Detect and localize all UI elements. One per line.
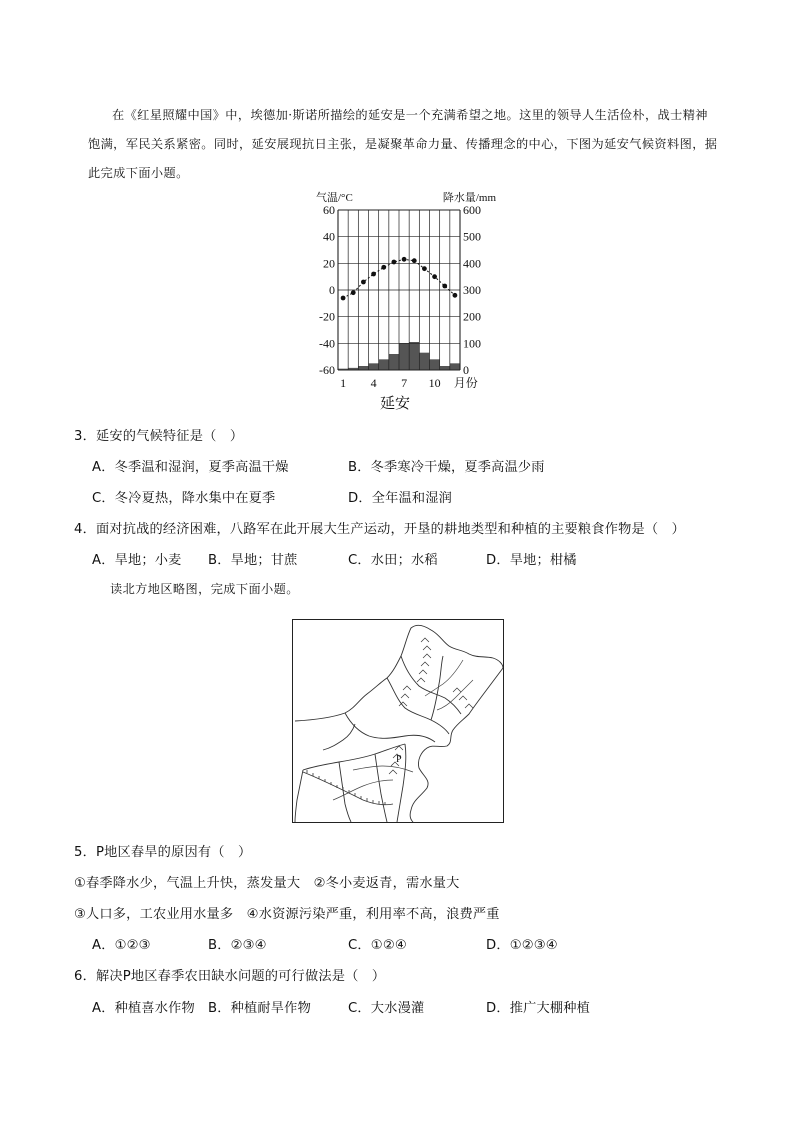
question-5-stem: 5．P地区春旱的原因有（ ） [74,845,252,860]
temperature-point-10 [432,274,437,279]
temperature-point-4 [371,272,376,277]
map-boundary-1 [401,656,461,714]
chart-title: 延安 [379,396,411,412]
temperature-point-3 [361,280,366,285]
question-4-option-b[interactable]: B．旱地；甘蔗 [208,553,298,568]
temperature-tick-label: -60 [319,363,335,377]
map-outline-east [410,668,503,822]
temperature-point-7 [402,257,407,262]
temperature-point-9 [422,266,427,271]
temperature-tick-label: 20 [323,256,335,271]
temperature-tick-label: 0 [329,283,335,297]
intro-text: 在《红星照耀中国》中，埃德加·斯诺所描绘的延安是一个充满希望之地。这里的领导人生活俭朴，战士精神饱满，军民关系紧密。同时，延安展现抗日主张，是凝聚革命力量、传播理念的中心，下图为延安气候资料图，据此完成下面小题。 [88,108,718,180]
month-tick-label: 4 [370,376,377,390]
map-boundary-5 [375,754,387,822]
temperature-tick-label: -40 [319,336,335,351]
temperature-point-1 [341,296,346,301]
temperature-tick-label: -20 [319,309,335,324]
temperature-point-11 [442,284,447,289]
question-4-option-a[interactable]: A．旱地；小麦 [92,553,182,568]
temperature-point-8 [412,258,417,263]
question-6-option-b[interactable]: B．种植耐旱作物 [208,1001,311,1016]
map-boundary-3 [345,713,435,742]
precipitation-bar-5 [379,359,389,370]
map-boundary-8 [295,770,303,822]
question-6-option-c[interactable]: C．大水漫灌 [348,1001,425,1016]
temperature-tick-label: 60 [323,203,335,217]
precipitation-bar-12 [450,363,460,370]
question-3-option-a[interactable]: A．冬季温和湿润，夏季高温干燥 [92,460,289,475]
month-axis-label: 月份 [453,376,478,390]
precipitation-tick-label: 500 [463,229,481,244]
question-4-stem: 4．面对抗战的经济困难，八路军在此开展大生产运动，开垦的耕地类型和种植的主要粮食作物是（ ） [74,522,686,537]
precipitation-tick-label: 200 [463,309,481,324]
map-svg [293,620,503,822]
precipitation-bar-9 [419,353,429,370]
temperature-point-5 [381,265,386,270]
question-5-option-c[interactable]: C．①②④ [348,938,407,953]
question-6-option-d[interactable]: D．推广大棚种植 [486,1001,591,1016]
question-5-option-b[interactable]: B．②③④ [208,938,267,953]
precipitation-tick-label: 100 [463,336,481,351]
precipitation-tick-label: 0 [463,363,469,377]
river-2 [353,766,413,772]
temperature-point-2 [351,290,356,295]
question-5-statement-line-1: ①春季降水少，气温上升快，蒸发量大 ②冬小麦返青，需水量大 [74,876,460,891]
question-4-option-d[interactable]: D．旱地；柑橘 [486,553,577,568]
great-wall-ticks [307,770,385,805]
river-3 [425,660,463,696]
mountain-range-3 [453,688,473,708]
question-3-option-c[interactable]: C．冬冷夏热，降水集中在夏季 [92,491,276,506]
precipitation-tick-label: 300 [463,283,481,297]
precipitation-tick-label: 600 [463,203,481,217]
question-5-option-d[interactable]: D．①②③④ [486,938,558,953]
precipitation-tick-label: 400 [463,256,481,271]
precipitation-bar-4 [369,363,379,370]
precipitation-bar-7 [399,343,409,370]
question-5-statement-line-2: ③人口多，工农业用水量多 ④水资源污染严重，利用率不高，浪费严重 [74,907,500,922]
question-4-option-c[interactable]: C．水田；水稻 [348,553,438,568]
question-5-option-a[interactable]: A．①②③ [92,938,151,953]
climate-chart-svg [300,186,500,416]
precipitation-bar-8 [409,342,419,370]
temperature-axis-label: 气温/°C [316,192,353,204]
month-tick-label: 7 [401,376,408,390]
question-3-stem: 3．延安的气候特征是（ ） [74,429,244,444]
great-wall-line [303,772,393,805]
north-china-map [292,619,504,823]
map-intro-text: 读北方地区略图，完成下面小题。 [110,582,299,596]
temperature-point-12 [453,293,458,298]
precipitation-bar-3 [358,366,368,370]
question-3-option-b[interactable]: B．冬季寒冷干燥，夏季高温少雨 [348,460,545,475]
month-tick-label: 10 [428,376,441,390]
temperature-point-6 [392,260,397,265]
precipitation-bar-10 [430,359,440,370]
temperature-tick-label: 40 [323,229,335,244]
precipitation-bar-6 [389,354,399,370]
question-6-stem: 6．解决P地区春季农田缺水问题的可行做法是（ ） [74,969,386,984]
mountain-range-1 [417,638,431,682]
map-label-p: P [396,754,402,765]
precipitation-axis-label: 降水量/mm [442,192,496,204]
map-boundary-9 [323,724,355,750]
climate-chart [300,186,500,416]
question-3-option-d[interactable]: D．全年温和湿润 [348,491,453,506]
precipitation-bar-11 [440,366,450,370]
intro-paragraph [88,101,720,188]
question-6-option-a[interactable]: A．种植喜水作物 [92,1001,195,1016]
month-tick-label: 1 [340,376,347,390]
